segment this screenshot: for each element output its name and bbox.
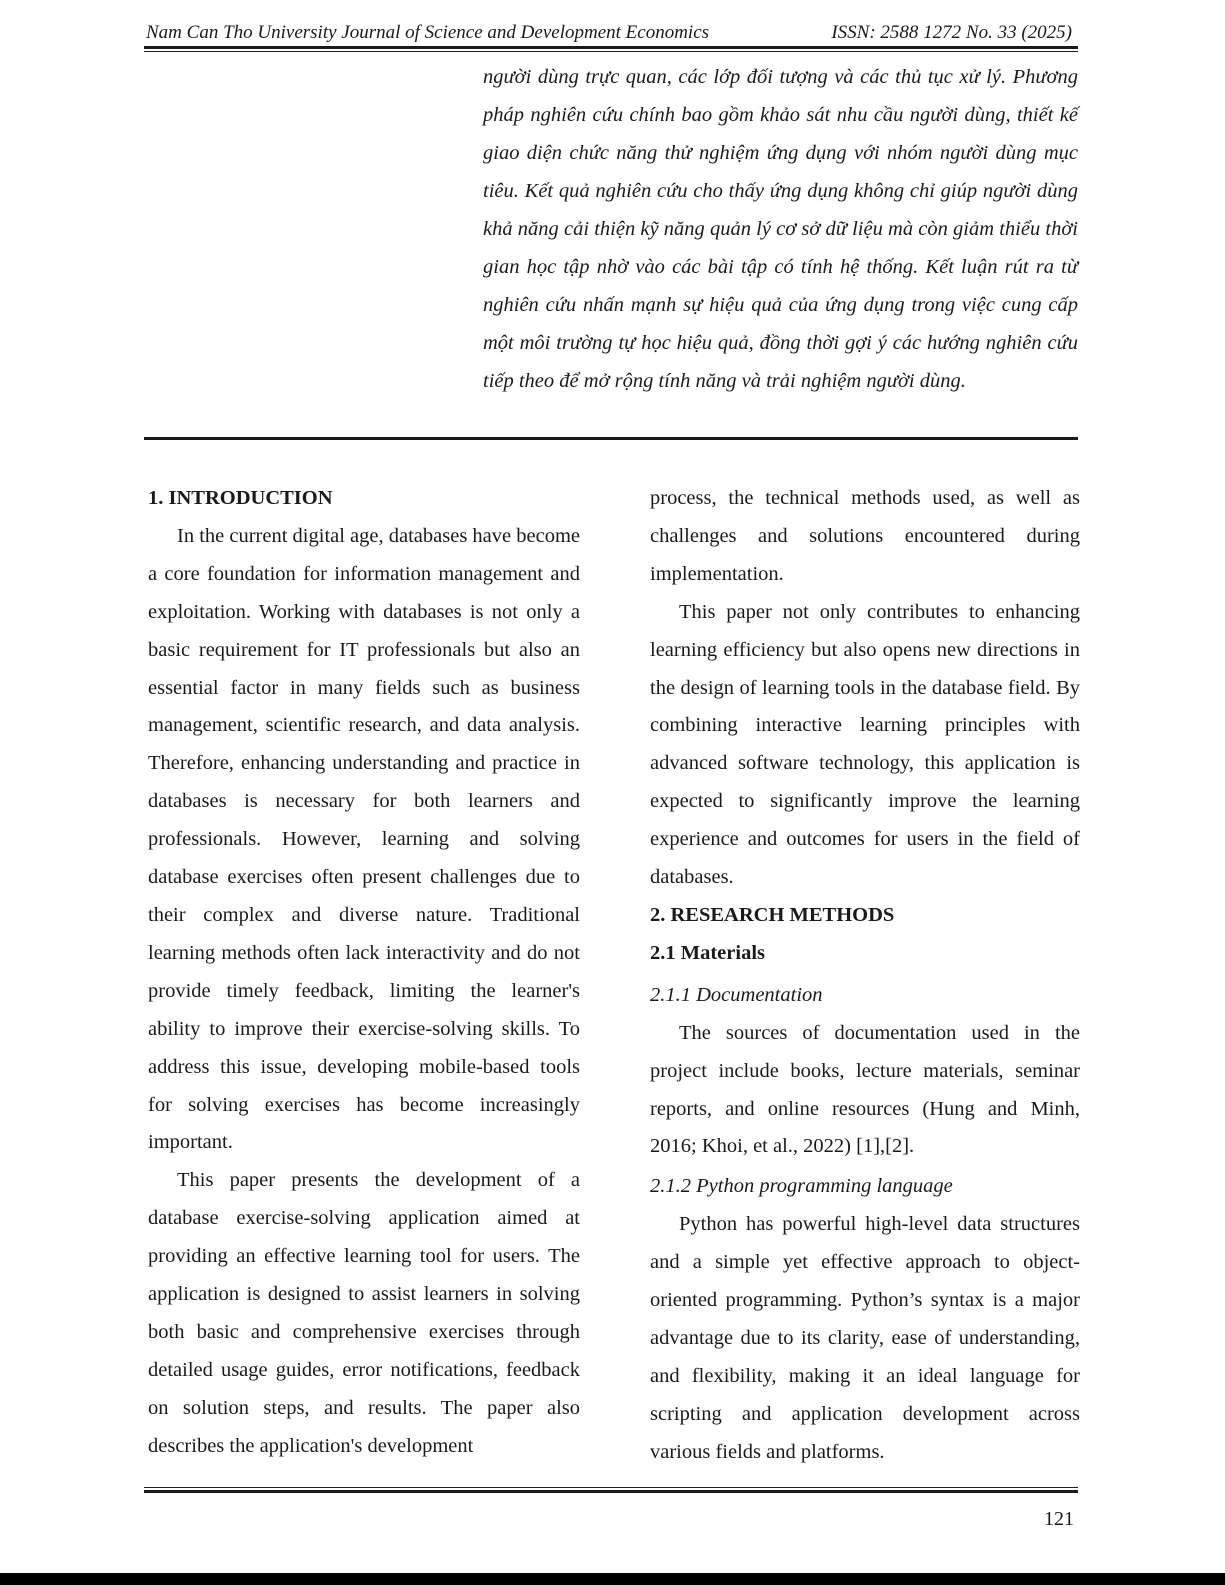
introduction-paragraph-2-continued: process, the technical methods used, as well as challenges and solutions encountered during implementation.: [650, 487, 1080, 585]
subsubsection-heading-python: 2.1.2 Python programming language: [650, 1175, 953, 1198]
footer-rule: [144, 1487, 1078, 1493]
subsubsection-heading-documentation: 2.1.1 Documentation: [650, 983, 823, 1006]
python-paragraph: Python has powerful high-level data structures and a simple yet effective approach to object-oriented programming. Python’s syntax is a major advantage due to its clarity, ease of understanding, and flexibility, making it an ideal language for scripting and application development across various fields and platforms.: [650, 1213, 1080, 1463]
abstract-text: người dùng trực quan, các lớp đối tượng và các thủ tục xử lý. Phương pháp nghiên cứu chính bao gồm khảo sát nhu cầu người dùng, thiết kế giao diện chức năng thử nghiệm ứng dụng với nhóm người dùng mục tiêu. Kết quả nghiên cứu cho thấy ứng dụng không chỉ giúp người dùng khả năng cải thiện kỹ năng quản lý cơ sở dữ liệu mà còn giảm thiểu thời gian học tập nhờ vào các bài tập có tính hệ thống. Kết luận rút ra từ nghiên cứu nhấn mạnh sự hiệu quả của ứng dụng trong việc cung cấp một môi trường tự học hiệu quả, đồng thời gợi ý các hướng nghiên cứu tiếp theo để mở rộng tính năng và trải nghiệm người dùng.: [483, 66, 1078, 392]
left-column: [148, 480, 580, 1466]
abstract-rule: [144, 437, 1078, 440]
section-heading-introduction: 1. INTRODUCTION: [148, 487, 333, 509]
issn-issue: ISSN: 2588 1272 No. 33 (2025): [831, 22, 1072, 43]
right-column: [650, 480, 1080, 1472]
running-header: [146, 20, 1076, 48]
page-number: 121: [1044, 1508, 1074, 1530]
journal-title: Nam Can Tho University Journal of Science and Development Economics: [146, 22, 710, 43]
introduction-paragraph-1: In the current digital age, databases have become a core foundation for information management and exploitation. Working with databases is not only a basic requirement for IT professionals but also an essential factor in many fields such as business management, scientific research, and data analysis. Therefore, enhancing understanding and practice in databases is necessary for both learners and professionals. However, learning and solving database exercises often present challenges due to their complex and diverse nature. Traditional learning methods often lack interactivity and do not provide timely feedback, limiting the learner's ability to improve their exercise-solving skills. To address this issue, developing mobile-based tools for solving exercises has become increasingly important.: [148, 524, 580, 1154]
introduction-paragraph-2: This paper presents the development of a database exercise-solving application aimed at providing an effective learning tool for users. The application is designed to assist learners in solving both basic and comprehensive exercises through detailed usage guides, error notifications, feedback on solution steps, and results. The paper also describes the application's development: [148, 1169, 580, 1457]
subsection-heading-materials: 2.1 Materials: [650, 941, 765, 964]
header-rule: [144, 46, 1078, 52]
introduction-paragraph-3: This paper not only contributes to enhancing learning efficiency but also opens new directions in the design of learning tools in the database field. By combining interactive learning principles with advanced software technology, this application is expected to significantly improve the learning experience and outcomes for users in the field of databases.: [650, 600, 1080, 889]
documentation-paragraph: The sources of documentation used in the project include books, lecture materials, seminar reports, and online resources (Hung and Minh, 2016; Khoi, et al., 2022) [1],[2].: [650, 1021, 1080, 1158]
section-heading-research-methods: 2. RESEARCH METHODS: [650, 903, 895, 926]
scan-bottom-edge: [0, 1573, 1225, 1585]
